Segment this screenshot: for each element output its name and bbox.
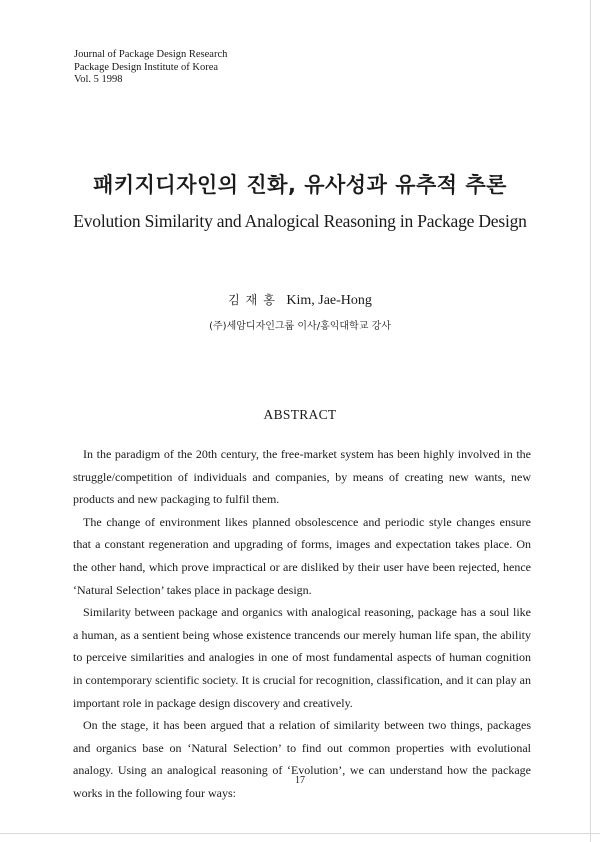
author-english-name: Kim, Jae-Hong [286,293,372,308]
abstract-paragraph-4: On the stage, it has been argued that a relation of similarity between two things, packages and organics base on ‘Natural Selection’ to find out common properties with evolutional analogy. Using an analogical reasoning of ‘Evolution’, we can understand how the package works in the following four ways: [73,718,531,800]
journal-institute: Package Design Institute of Korea [74,61,219,73]
korean-title: 패키지디자인의 진화, 유사성과 유추적 추론 [93,173,507,197]
author-line [0,291,600,309]
bottom-page-border [0,833,600,834]
abstract-body [73,443,531,805]
author-korean-name: 김재홍 [228,293,281,307]
abstract-paragraph-2: The change of environment likes planned obsolescence and periodic style changes ensure that a constant regeneration and upgrading of forms, images and expectation takes place. On the other hand, which prove impractical or are disliked by their user have been rejected, hence ‘Natural Selection’ takes place in package design. [73,514,531,597]
author-affiliation: (주)세암디자인그룹 이사/홍익대학교 강사 [209,321,391,332]
journal-volume: Vol. 5 1998 [74,74,123,85]
abstract-heading: ABSTRACT [263,407,337,422]
journal-header [74,49,227,87]
english-title: Evolution Similarity and Analogical Reasoning in Package Design [73,211,527,231]
abstract-paragraph-1: In the paradigm of the 20th century, the free-market system has been highly involved in the struggle/competition of individuals and companies, by means of creating new wants, new products and new packaging to fulfil them. [73,447,531,507]
abstract-paragraph-3: Similarity between package and organics with analogical reasoning, package has a soul like a human, as a sentient being whose existence trancends our merely human life span, the ability to perceive similarities and analogies in one of most fundamental aspects of human cognition in contemporary scientific society. It is crucial for recognition, classification, and it can play an important role in package design discovery and creatively. [73,605,531,710]
journal-name: Journal of Package Design Research [74,49,228,60]
page-number: 17 [295,775,305,786]
